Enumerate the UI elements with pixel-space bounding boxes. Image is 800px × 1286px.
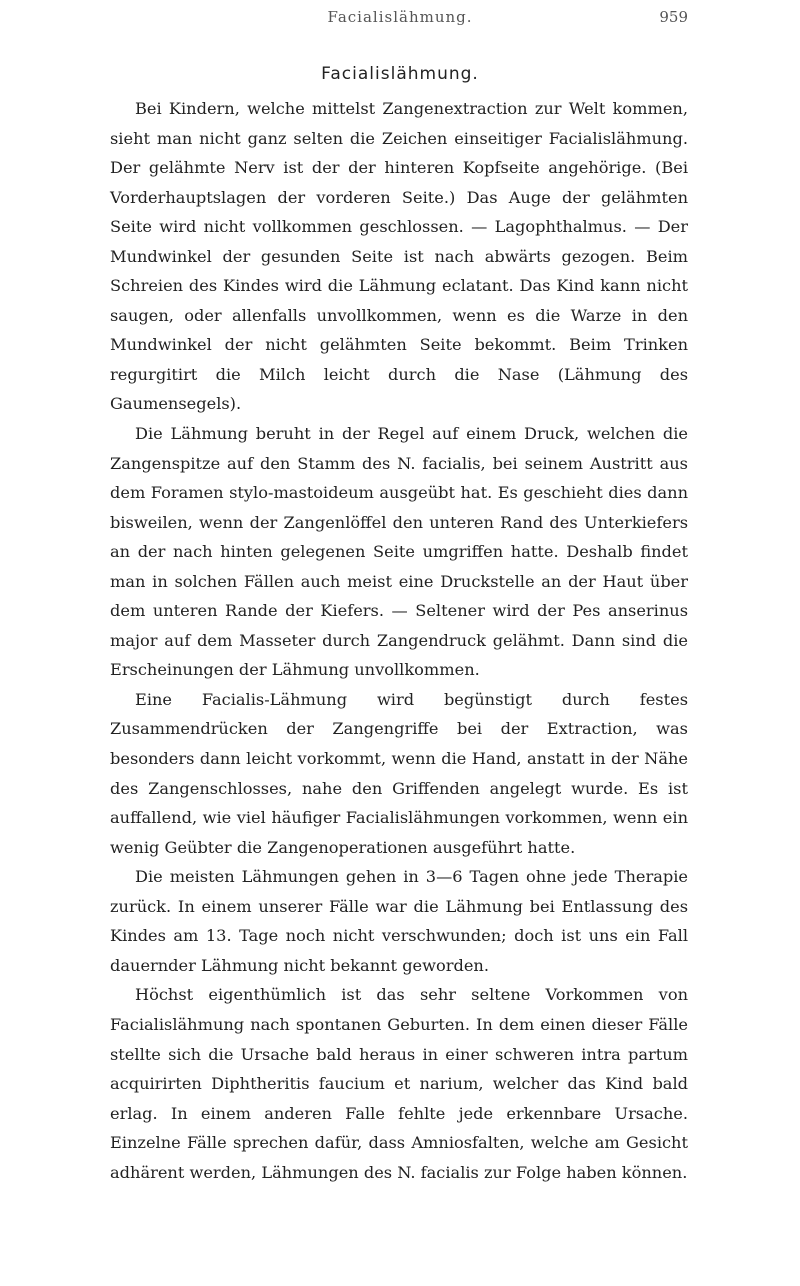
running-title: Facialislähmung. (327, 8, 473, 26)
paragraph: Die meisten Lähmungen gehen in 3—6 Tagen ohne jede Therapie zurück. In einem unserer Fälle war die Lähmung bei Entlassung des Kindes am 13. Tage noch nicht verschwunden; doch ist uns ein Fall dauernder Lähmung nicht bekannt geworden. (110, 867, 688, 975)
section-title: Facialislähmung. (321, 64, 479, 84)
paragraph: Die Lähmung beruht in der Regel auf einem Druck, welchen die Zangenspitze auf den Stamm des N. facialis, bei seinem Austritt aus dem Foramen stylo-mastoideum ausgeübt hat. Es geschieht dies dann bisweilen, wenn der Zangenlöffel den unteren Rand des Unterkiefers an der nach hinten gelegenen Seite umgriffen hatte. Deshalb findet man in solchen Fällen auch meist eine Druckstelle an der Haut über dem unteren Rande der Kiefers. — Seltener wird der Pes anserinus major auf dem Masseter durch Zangendruck gelähmt. Dann sind die Erscheinungen der Lähmung unvollkommen. (110, 424, 688, 680)
body-text (110, 94, 688, 1187)
paragraph: Höchst eigenthümlich ist das sehr seltene Vorkommen von Facialislähmung nach spontanen Geburten. In dem einen dieser Fälle stellte sich die Ursache bald heraus in einer schweren intra partum acquirirten Diphtheritis faucium et narium, welcher das Kind bald erlag. In einem anderen Falle fehlte jede erkennbare Ursache. Einzelne Fälle sprechen dafür, dass Amniosfalten, welche am Gesicht adhärent werden, Lähmungen des N. facialis zur Folge haben können. (110, 985, 688, 1182)
paragraph: Eine Facialis-Lähmung wird begünstigt durch festes Zusammendrücken der Zangengriffe bei der Extraction, was besonders dann leicht vorkommt, wenn die Hand, anstatt in der Nähe des Zangenschlosses, nahe den Griffenden angelegt wurde. Es ist auffallend, wie viel häufiger Facialislähmungen vorkommen, wenn ein wenig Geübter die Zangenoperationen ausgeführt hatte. (110, 689, 688, 857)
page-number: 959 (659, 8, 688, 26)
running-header (0, 8, 800, 32)
paragraph: Bei Kindern, welche mittelst Zangenextraction zur Welt kommen, sieht man nicht ganz selten die Zeichen einseitiger Facialislähmung. Der gelähmte Nerv ist der der hinteren Kopfseite angehörige. (Bei Vorderhauptslagen der vorderen Seite.) Das Auge der gelähmten Seite wird nicht vollkommen geschlossen. — Lagophthalmus. — Der Mundwinkel der gesunden Seite ist nach abwärts gezogen. Beim Schreien des Kindes wird die Lähmung eclatant. Das Kind kann nicht saugen, oder allenfalls unvollkommen, wenn es die Warze in den Mundwinkel der nicht gelähmten Seite bekommt. Beim Trinken regurgitirt die Milch leicht durch die Nase (Lähmung des Gaumensegels). (110, 99, 688, 414)
